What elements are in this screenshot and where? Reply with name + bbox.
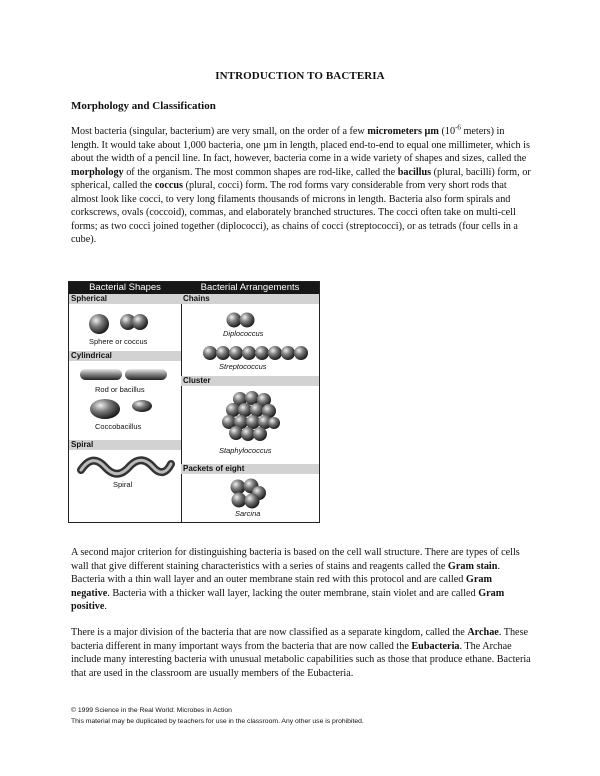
paragraph-archae: There is a major division of the bacteria that are now classified as a separate kingdom, called the Archae. These bacteria different in many important ways from the bacteria that are now called the Eubacteria. The Archae include many interesting bacteria with unusual metabolic capabilities such as those that produce ethane. Bacteria that are used in the classroom are usually members of the Eubacteria. bbox=[71, 627, 531, 679]
staphylococcus-caption: Staphylococcus bbox=[219, 446, 272, 455]
spiral-caption: Spiral bbox=[113, 480, 133, 489]
diplococcus-caption: Diplococcus bbox=[223, 329, 264, 338]
arrangements-header: Bacterial Arrangements bbox=[181, 282, 319, 294]
spiral-illustration bbox=[75, 454, 175, 480]
page-title: INTRODUCTION TO BACTERIA bbox=[215, 70, 385, 82]
footer-notice: This material may be duplicated by teachers for use in the classroom. Any other use is prohibited. bbox=[71, 718, 364, 725]
chains-label: Chains bbox=[181, 294, 319, 304]
section-heading: Morphology and Classification bbox=[71, 100, 216, 112]
sarcina-illustration bbox=[229, 478, 269, 510]
shapes-header: Bacterial Shapes bbox=[69, 282, 181, 294]
sarcina-caption: Sarcina bbox=[235, 509, 261, 518]
bacillus-illustration bbox=[77, 364, 172, 386]
coccobacillus-illustration bbox=[87, 396, 162, 422]
spiral-label: Spiral bbox=[69, 440, 181, 450]
footer-copyright: © 1999 Science in the Real World: Microbes in Action bbox=[71, 707, 232, 714]
coccus-illustration bbox=[83, 310, 163, 338]
spherical-label: Spherical bbox=[69, 294, 181, 304]
sphere-caption: Sphere or coccus bbox=[89, 337, 148, 346]
paragraph-gram-stain: A second major criterion for distinguishing bacteria is based on the cell wall structure. There are types of cells wall that give different staining characteristics with a series of stains and reagents called the Gram stain. Bacteria with a thin wall layer and an outer membrane stain red with this protocol and are called Gram negative. Bacteria with a thicker wall layer, lacking the outer membrane, stain violet and are called Gram positive. bbox=[71, 547, 520, 612]
streptococcus-caption: Streptococcus bbox=[219, 362, 267, 371]
arrangements-column bbox=[181, 282, 319, 522]
coccobacillus-caption: Coccobacillus bbox=[95, 422, 142, 431]
packets-label: Packets of eight bbox=[181, 464, 319, 474]
rod-caption: Rod or bacillus bbox=[95, 385, 145, 394]
cylindrical-label: Cylindrical bbox=[69, 351, 181, 361]
shapes-column bbox=[69, 282, 182, 522]
streptococcus-illustration bbox=[201, 344, 313, 362]
cluster-label: Cluster bbox=[181, 376, 319, 386]
diplococcus-illustration bbox=[223, 311, 263, 329]
paragraph-morphology: Most bacteria (singular, bacterium) are very small, on the order of a few micrometers µm ($10^{-6}$ meters) in length. It would take about 1,000 bacteria, one µm in length, placed end-to-end to equal one millimeter, which is about the width of a pencil line. In fact, however, bacteria come in a wide variety of shapes and sizes, called the morphology of the organism. The most common shapes are rod-like, called the bacillus (plural, bacilli) form, or spherical, called the coccus (plural, cocci) form. The rod forms vary considerable from very short rods that almost look like cocci, to very long filaments thousands of microns in length. Bacteria also form spirals and corkscrews, ovals (coccoid), commas, and elaborately branched structures. The cocci often take on multi-cell forms; as two cocci joined together (diplococci), as chains of cocci (streptococci), or as tetrads (four cells in a cube). bbox=[71, 123, 531, 245]
bacteria-shapes-figure bbox=[68, 281, 320, 523]
staphylococcus-illustration bbox=[219, 390, 283, 444]
